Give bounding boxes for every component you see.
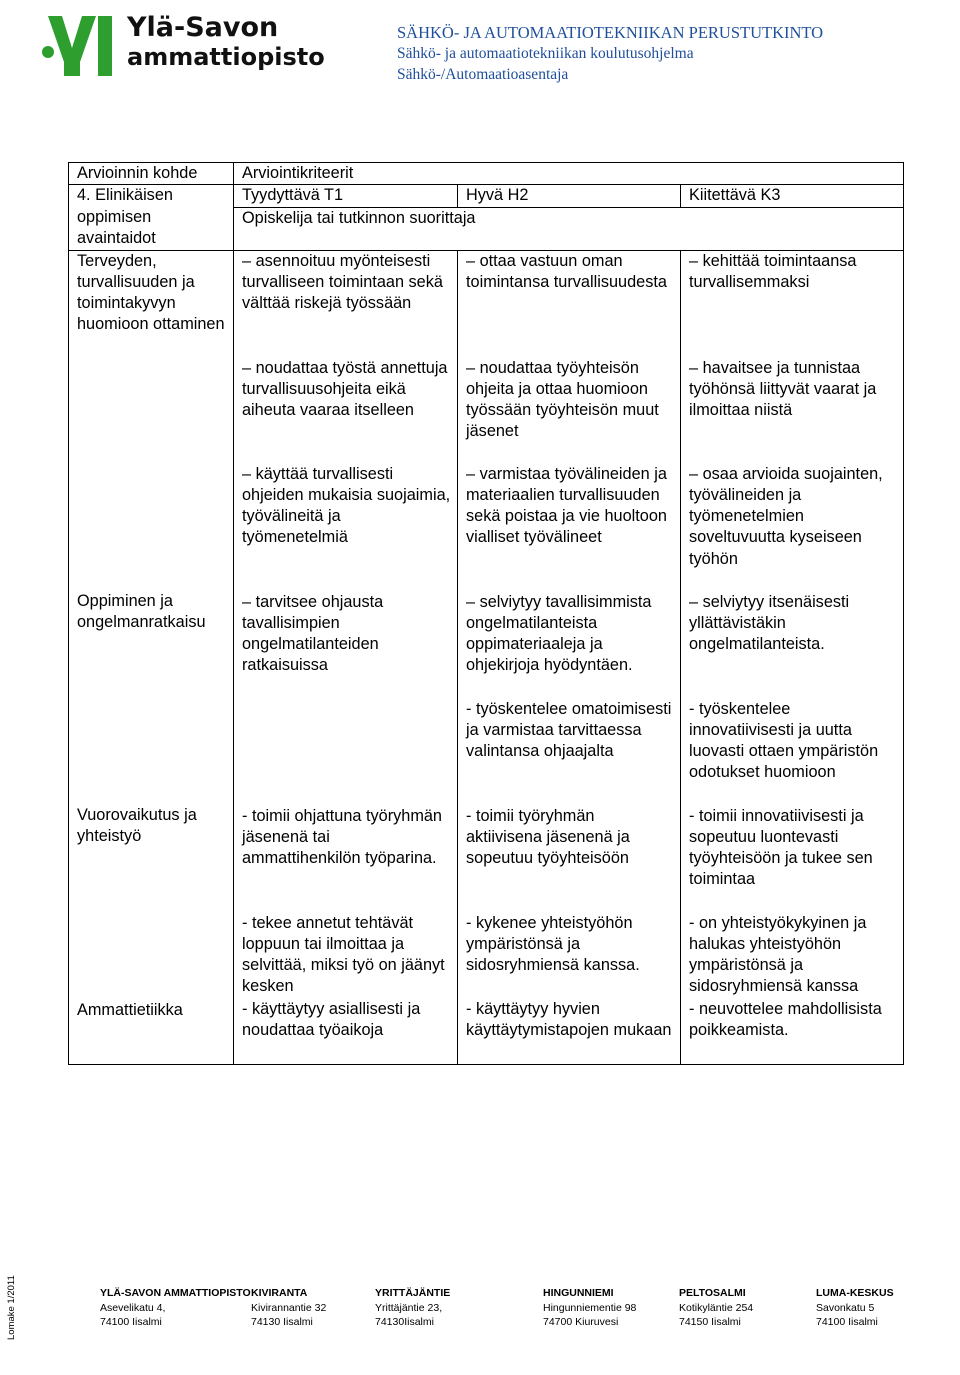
col-header-target: Arvioinnin kohde [69,163,234,185]
logo-mark-icon [42,16,112,76]
list-item: – tarvitsee ohjausta tavallisimpien ongelmatilanteiden ratkaisuissa [242,592,384,675]
labels-column [69,250,234,1064]
list-item: - on yhteistyökykyinen ja halukas yhteistyöhön ympäristönsä ja sidosryhmiensä kanssa [689,913,867,996]
footer-name: LUMA-KESKUS [816,1287,894,1299]
list-item: – ottaa vastuun oman toimintansa turvallisuudesta [466,251,667,291]
grade-t1: Tyydyttävä T1 [234,185,458,207]
footer-city: 74130 Iisalmi [251,1316,313,1328]
grade-h2: Hyvä H2 [458,185,681,207]
assessment-table [68,162,904,1065]
footer-city: 74100 Iisalmi [816,1316,878,1328]
list-item: - toimii innovatiivisesti ja sopeutuu luontevasti työyhteisöön ja tukee sen toimintaa [689,806,873,889]
list-item: – noudattaa työyhteisön ohjeita ja ottaa huomioon työssään työyhteisön muut jäsenet [466,358,659,441]
footer-col [543,1286,636,1330]
k3-column [681,250,904,1064]
grade-k3: Kiitettävä K3 [681,185,904,207]
footer-address: Hingunniementie 98 [543,1301,637,1314]
footer-name: YLÄ-SAVON AMMATTIOPISTO [100,1287,251,1299]
footer-city: 74130Iisalmi [375,1316,434,1328]
list-item: – käyttää turvallisesti ohjeiden mukaisia suojaimia, työvälineitä ja työmenetelmiä [242,464,451,547]
list-item: – selviytyy tavallisimmista ongelmatilanteista oppimateriaaleja ja ohjekirjoja hyödyntäen. [466,592,652,675]
form-version-label: Lomake 1/2011 [6,1275,17,1340]
h2-column [458,250,681,1064]
footer-address: Kotikyläntie 254 [679,1301,754,1314]
list-item: – selviytyy itsenäisesti yllättävistäkin ongelmatilanteista. [689,592,850,654]
footer-name: PELTOSALMI [679,1287,746,1299]
footer-address: Asevelikatu 4, [100,1301,166,1314]
row-label-cooperation: Vuorovaikutus ja yhteistyö [77,805,197,845]
table-header-row [69,163,904,185]
list-item: - työskentelee innovatiivisesti ja uutta luovasti ottaen ympäristön odotukset huomioon [689,699,879,782]
logo-line-1: Ylä-Savon [127,12,279,43]
criteria-body-row [69,250,904,1064]
footer-col [816,1286,894,1330]
row-label-safety: Terveyden, turvallisuuden ja toimintakyvyn huomioon ottaminen [77,251,225,334]
row-label-ethics: Ammattietiikka [77,1000,183,1019]
list-item: – kehittää toimintaansa turvallisemmaksi [689,251,857,291]
footer-address: Savonkatu 5 [816,1301,875,1314]
footer-address: Kivirannantie 32 [251,1301,327,1314]
list-item: – osaa arvioida suojainten, työvälineiden ja työmenetelmien soveltuvuutta kyseiseen työhön [689,464,883,568]
program-title: Sähkö- ja automaatiotekniikan koulutusohjelma [397,45,694,62]
list-item: - toimii ohjattuna työryhmän jäsenenä tai ammattihenkilön työparina. [242,806,442,868]
footer-address: Yrittäjäntie 23, [375,1301,443,1314]
qualification-title: Sähkö-/Automaatioasentaja [397,66,569,83]
list-item: – havaitsee ja tunnistaa työhönsä liittyvät vaarat ja ilmoittaa niistä [689,358,877,420]
grade-row [69,185,904,207]
topic-cell: 4. Elinikäisen oppimisen avaintaidot [69,185,234,250]
footer-col [100,1286,251,1330]
footer-name: YRITTÄJÄNTIE [375,1287,451,1299]
footer-col [375,1286,450,1330]
list-item: - työskentelee omatoimisesti ja varmistaa tarvittaessa valintansa ohjaajalta [466,699,672,761]
list-item: – noudattaa työstä annettuja turvallisuusohjeita eikä aiheuta vaaraa itselleen [242,358,448,420]
footer-col [679,1286,753,1330]
degree-title: SÄHKÖ- JA AUTOMAATIOTEKNIIKAN PERUSTUTKINTO [397,23,824,42]
list-item: - kykenee yhteistyöhön ympäristönsä ja sidosryhmiensä kanssa. [466,913,640,975]
footer-name: KIVIRANTA [251,1287,308,1299]
footer-col [251,1286,326,1330]
footer-city: 74100 Iisalmi [100,1316,162,1328]
list-item: - käyttäytyy hyvien käyttäytymistapojen mukaan [466,999,672,1039]
t1-column [234,250,458,1064]
list-item: - tekee annetut tehtävät loppuun tai ilmoittaa ja selvittää, miksi työ on jäänyt kesken [242,913,445,996]
footer-city: 74150 Iisalmi [679,1316,741,1328]
document-header [397,22,823,85]
logo-line-2: ammattiopisto [127,43,325,71]
footer-name: HINGUNNIEMI [543,1287,614,1299]
subject-cell: Opiskelija tai tutkinnon suorittaja [234,207,904,250]
logo-text [127,14,325,69]
footer-city: 74700 Kiuruvesi [543,1316,619,1328]
row-label-learning: Oppiminen ja ongelmanratkaisu [77,591,206,631]
col-header-criteria: Arviointikriteerit [234,163,904,185]
list-item: – varmistaa työvälineiden ja materiaalien turvallisuuden sekä poistaa ja vie huoltoon vialliset työvälineet [466,464,667,547]
list-item: - toimii työryhmän aktiivisena jäsenenä ja sopeutuu työyhteisöön [466,806,630,868]
list-item: - neuvottelee mahdollisista poikkeamista. [689,999,882,1039]
list-item: - käyttäytyy asiallisesti ja noudattaa työaikoja [242,999,421,1039]
list-item: – asennoituu myönteisesti turvalliseen toimintaan sekä välttää riskejä työssään [242,251,443,313]
